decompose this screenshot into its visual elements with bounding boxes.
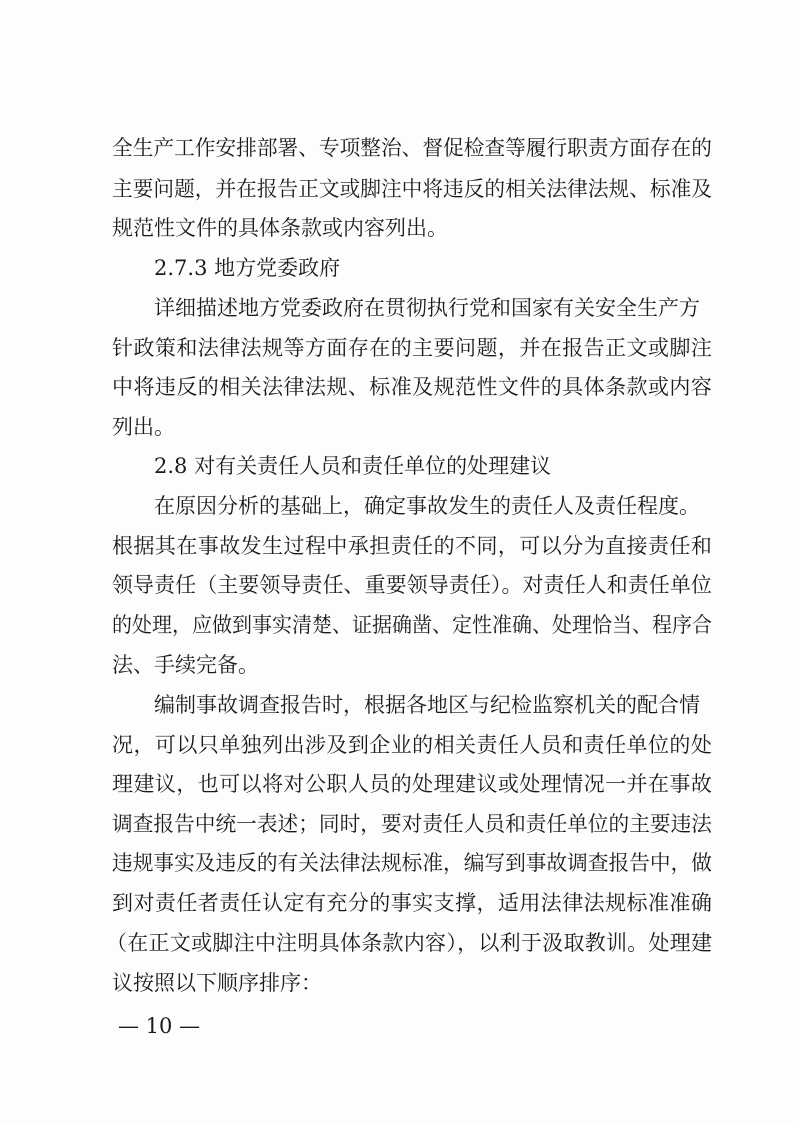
text-line-content: 编制事故调查报告时，根据各地区与纪检监察机关的配合情 (154, 693, 700, 717)
text-line (0, 809, 793, 839)
text-line-content: 到对责任者责任认定有充分的事实支撑，适用法律法规标准准确 (112, 891, 713, 915)
text-line (0, 690, 793, 720)
text-line-content: 列出。 (112, 415, 175, 439)
text-line-content: 在原因分析的基础上，确定事故发生的责任人及责任程度。 (154, 494, 700, 518)
text-line (0, 174, 793, 204)
text-line-content: 中将违反的相关法律法规、标准及规范性文件的具体条款或内容 (112, 375, 713, 399)
text-line (0, 650, 793, 680)
text-line-content: 针政策和法律法规等方面存在的主要问题，并在报告正文或脚注 (112, 336, 713, 360)
text-line (0, 213, 793, 243)
text-line-content: （在正文或脚注中注明具体条款内容），以利于汲取教训。处理建 (106, 931, 713, 955)
text-line (0, 412, 793, 442)
heading-2-7-3: 2.7.3 地方党委政府 (154, 256, 341, 280)
text-line-content: 违规事实及违反的有关法律法规标准，编写到事故调查报告中，做 (112, 851, 712, 875)
text-line-content: 全生产工作安排部署、专项整治、督促检查等履行职责方面存在的 (112, 136, 712, 160)
section-heading (0, 451, 793, 481)
text-line (0, 848, 793, 878)
text-line (0, 333, 793, 363)
text-line-content: 详细描述地方党委政府在贯彻执行党和国家有关安全生产方 (154, 296, 700, 320)
text-line (0, 570, 793, 600)
text-line (0, 372, 793, 402)
text-line (0, 133, 793, 163)
text-line-content: 法、手续完备。 (112, 653, 259, 677)
text-line (0, 769, 793, 799)
text-line-content: 理建议，也可以将对公职人员的处理建议或处理情况一并在事故 (112, 772, 713, 796)
text-line (0, 610, 793, 640)
text-line (0, 491, 793, 521)
text-line (0, 968, 793, 998)
text-line-content: 主要问题，并在报告正文或脚注中将违反的相关法律法规、标准及 (112, 177, 712, 201)
text-line (0, 928, 793, 958)
text-line (0, 293, 793, 323)
page-number: — 10 — (118, 1014, 201, 1038)
section-heading (0, 253, 793, 283)
text-line-content: 领导责任（主要领导责任、重要领导责任）。对责任人和责任单位 (112, 573, 712, 597)
text-line-content: 议按照以下顺序排序： (112, 971, 322, 995)
heading-2-8: 2.8 对有关责任人员和责任单位的处理建议 (154, 454, 552, 478)
text-line-content: 根据其在事故发生过程中承担责任的不同，可以分为直接责任和 (112, 534, 713, 558)
text-line-content: 调查报告中统一表述；同时，要对责任人员和责任单位的主要违法 (112, 812, 712, 836)
text-line (0, 730, 793, 760)
text-line (0, 888, 793, 918)
text-line (0, 531, 793, 561)
text-line-content: 的处理，应做到事实清楚、证据确凿、定性准确、处理恰当、程序合 (112, 613, 713, 637)
text-line-content: 规范性文件的具体条款或内容列出。 (112, 216, 448, 240)
text-line-content: 况，可以只单独列出涉及到企业的相关责任人员和责任单位的处 (112, 733, 713, 757)
